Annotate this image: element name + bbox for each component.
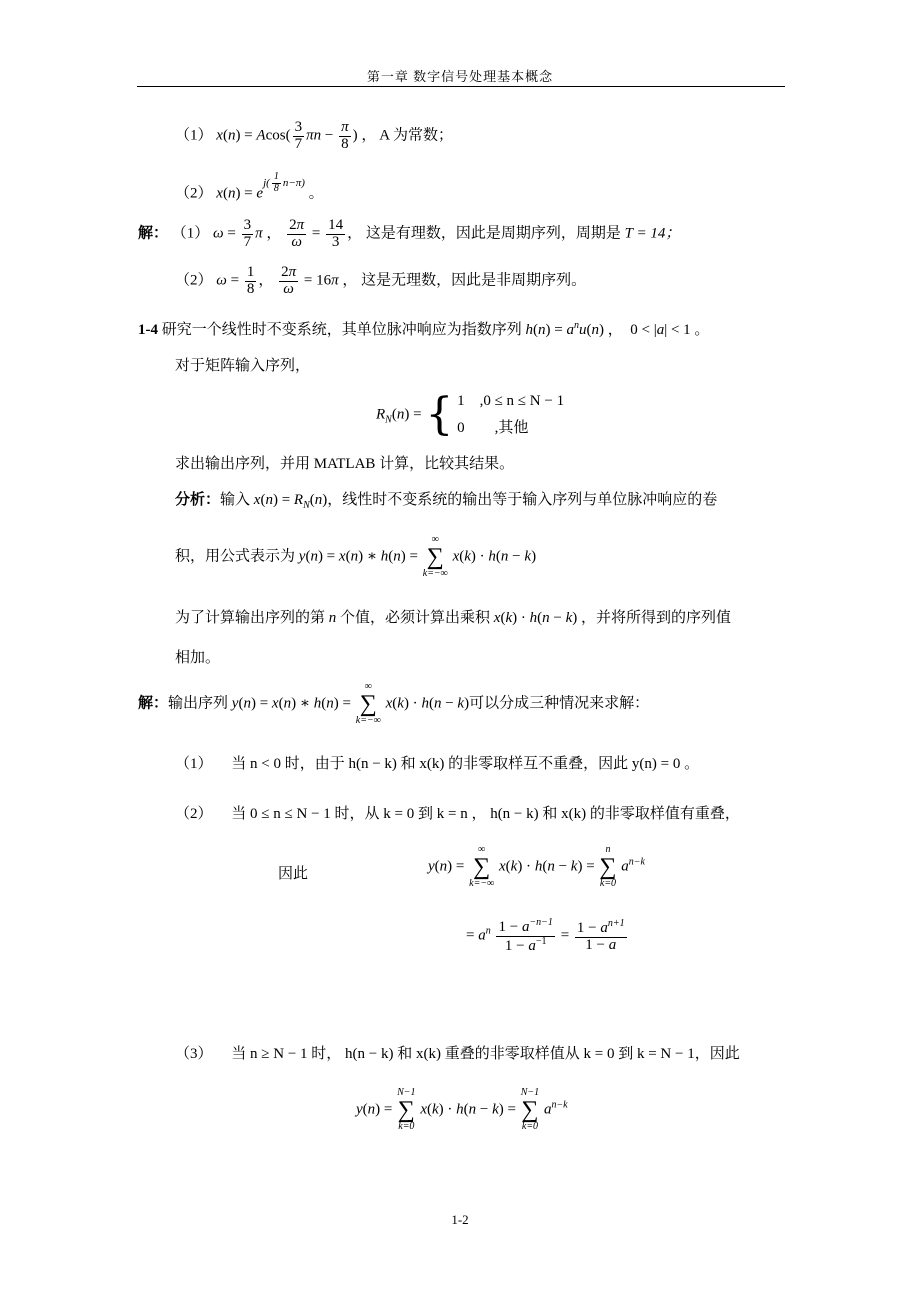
therefore-label: 因此	[278, 866, 309, 882]
case-2: （2） 当 0 ≤ n ≤ N − 1 时，从 k = 0 到 k = n ， h(n − k) 和 x(k) 的非零取样值有重叠，	[175, 806, 740, 822]
problem-item-2: （2） $x(n) = e^{j( \frac{1}{8} n-\pi)}$ 。	[175, 171, 324, 202]
case-2-equation-2: = $a^n$ $\frac{1 - a^{-n-1}}{1 - a^{-1}}$ = $\frac{1 - a^{n+1}}{1 - a}$	[466, 917, 625, 954]
analysis-line-3: 为了计算输出序列的第 n 个值，必须计算出乘积 x(k) · h(n − k) ，并将所得到的序列值	[175, 610, 732, 626]
analysis-line-2: 积，用公式表示为 y(n) = x(n) ∗ h(n) = ∞ ∑ k=−∞ x(k) · h(n − k)	[175, 534, 537, 579]
problem-1-4-intro: 1-4 研究一个线性时不变系统，其单位脉冲响应为指数序列 $h(n) = a^nu(n)$ ， 0 < |a| < 1 。	[138, 320, 710, 338]
analysis-line-1: 分析：输入 $x(n) = R_N(n)$，线性时不变系统的输出等于输入序列与单位脉冲响应的卷	[175, 492, 718, 511]
case-3-equation: y(n) = N−1 ∑ k=0 x(k) · h(n − k) = N−1 ∑ k=0 $a^{n-k}$	[356, 1087, 568, 1132]
solution-2-intro: 解：输出序列 y(n) = x(n) ∗ h(n) = ∞ ∑ k=−∞ x(k) · h(n − k)可以分成三种情况来求解：	[138, 681, 650, 726]
case-2-equation-1: y(n) = ∞ ∑ k=−∞ x(k) · h(n − k) = n ∑ k=0 $a^{n-k}$	[428, 844, 645, 889]
page-header: 第一章 数字信号处理基本概念	[366, 69, 554, 84]
equation-2: x	[216, 185, 223, 202]
problem-item-1: （1） x(n) = Acos( $\frac{3}{7}$ πn − $\frac{\pi}{8}$ ) ， A 为常数；	[175, 119, 454, 152]
problem-1-4-intro2: 对于矩阵输入序列，	[175, 358, 311, 374]
case-1: （1） 当 n < 0 时，由于 h(n − k) 和 x(k) 的非零取样互不重叠，因此 y(n) = 0 。	[175, 756, 700, 772]
analysis-line-4: 相加。	[175, 650, 221, 666]
rect-sequence-definition: $R_N(n)$ = { 1 ,0 ≤ n ≤ N − 1 0 ,其他	[376, 389, 565, 440]
header-rule	[137, 86, 785, 87]
case-3: （3） 当 n ≥ N − 1 时， h(n − k) 和 x(k) 重叠的非零取样值从 k = 0 到 k = N − 1，因此	[175, 1046, 740, 1062]
solution-1-line-b: （2） ω = $\frac{1}{8}$ ， $\frac{2\pi}{\omega}$ = 16π ， 这是无理数，因此是非周期序列。	[175, 264, 587, 297]
solution-1-line-a: 解： （1） ω = $\frac{3}{7}$ π ， $\frac{2\pi}{\omega}$ = $\frac{14}{3}$ ， 这是有理数，因此是周期序列，周期是 T = 14；	[138, 217, 681, 250]
page-number: 1-2	[451, 1212, 469, 1227]
equation-1: x	[216, 127, 223, 144]
problem-1-4-task: 求出输出序列，并用 MATLAB 计算，比较其结果。	[175, 456, 515, 472]
